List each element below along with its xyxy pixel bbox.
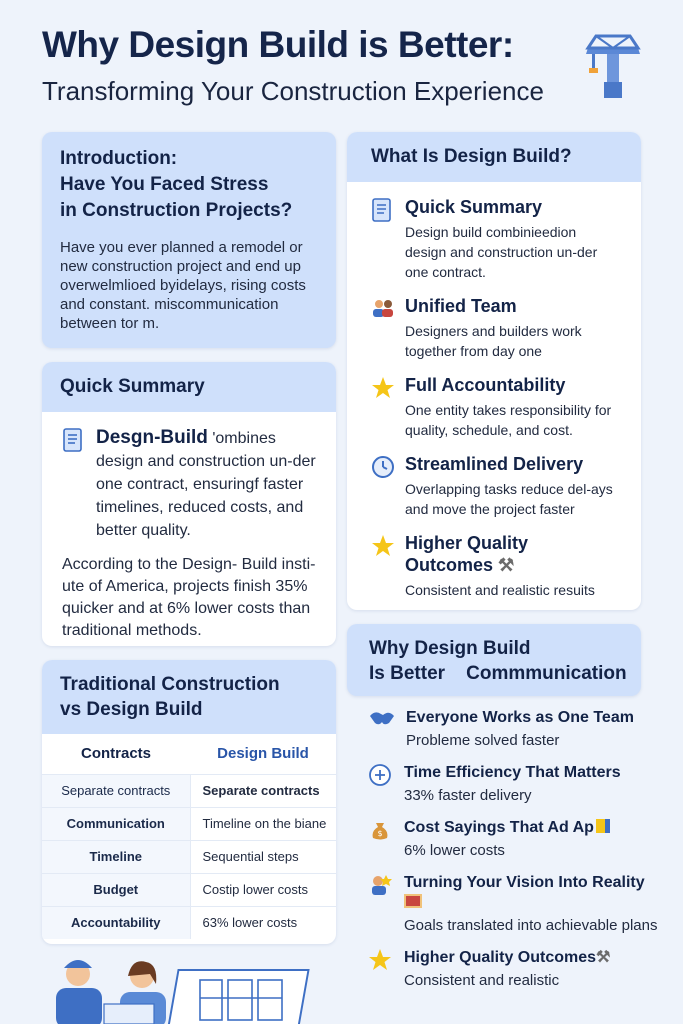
comparison-card (42, 660, 336, 944)
page-subtitle: Transforming Your Construction Experience (42, 76, 544, 106)
comparison-table (42, 734, 336, 939)
money-bag-icon (368, 818, 394, 861)
blueprint-icon (404, 894, 422, 908)
page-header (42, 24, 602, 107)
comparison-heading: Traditional Construction vs Design Build (42, 660, 336, 734)
table-header-design-build: Design Build (217, 745, 309, 763)
introduction-body: Have you ever planned a remodel or new construction project and end up overwelmlioed byidelays, rising costs and constant. miscommunication between tor m. (60, 239, 306, 332)
list-item: Streamlined Delivery Overlapping tasks reduce del-ays and move the project faster (371, 453, 621, 519)
tools-icon: ⚒ (498, 555, 515, 575)
document-icon (62, 428, 86, 542)
tools-icon: ⚒ (596, 949, 611, 966)
document-icon (371, 198, 395, 282)
table-row: Budget Costip lower costs (42, 873, 336, 906)
list-item: Unified Team Designers and builders work together from day one (371, 295, 621, 361)
team-icon (371, 297, 395, 361)
svg-text:$: $ (377, 829, 383, 838)
table-row: Accountability 63% lower costs (42, 906, 336, 939)
list-item: Higher Quality Outcomes ⚒ Consistent and realistic resuits (371, 532, 621, 600)
star-icon (368, 948, 394, 991)
handshake-icon (368, 708, 396, 751)
list-item: Turning Your Vision Into Reality Goals translated into achievable plans (368, 873, 658, 936)
why-heading: Why Design Build Is Better Commmunication (369, 638, 627, 684)
what-is-design-build-card (347, 132, 641, 610)
quick-summary-heading: Quick Summary (42, 362, 336, 412)
benefits-list (368, 708, 658, 1003)
list-item: Time Efficiency That Matters 33% faster delivery (368, 763, 658, 806)
workers-illustration (42, 950, 332, 1024)
chart-icon (596, 819, 610, 833)
quick-summary-card (42, 362, 336, 646)
introduction-card (42, 132, 336, 348)
list-item: Full Accountability One entity takes responsibility for quality, schedule, and cost. (371, 374, 621, 440)
list-item: Quick Summary Design build combinieedion design and construction un-der one contract. (371, 196, 621, 282)
table-row: Communication Timeline on the biane (42, 807, 336, 840)
star-icon (371, 534, 395, 600)
table-row: Separate contracts Separate contracts (42, 774, 336, 807)
plus-circle-icon (368, 763, 394, 806)
star-icon (371, 376, 395, 440)
what-is-heading: What Is Design Build? (347, 132, 641, 182)
quick-summary-lead: Desgn-Build 'ombines design and construction un-der one contract, ensuringf faster timelines, reduced costs, and better quality. (96, 427, 316, 539)
list-item: $ Cost Sayings That Ad Ap 6% lower costs (368, 818, 658, 861)
list-item: Higher Quality Outcomes⚒ Consistent and realistic (368, 948, 658, 991)
page-title: Why Design Build is Better: (42, 24, 514, 65)
list-item: Everyone Works as One Team Probleme solved faster (368, 708, 658, 751)
introduction-title: Introduction: Have You Faced Stress in Construction Projects? (60, 148, 293, 221)
table-row: Timeline Sequential steps (42, 840, 336, 873)
why-design-build-card (347, 624, 641, 696)
crane-icon (580, 28, 646, 100)
vision-icon (368, 873, 394, 936)
table-header-contracts: Contracts (80, 745, 151, 763)
quick-summary-stat: According to the Design- Build insti-ute of America, projects finish 35% quicker and at 6% lower costs than traditional methods. (62, 556, 316, 639)
clock-icon (371, 455, 395, 519)
